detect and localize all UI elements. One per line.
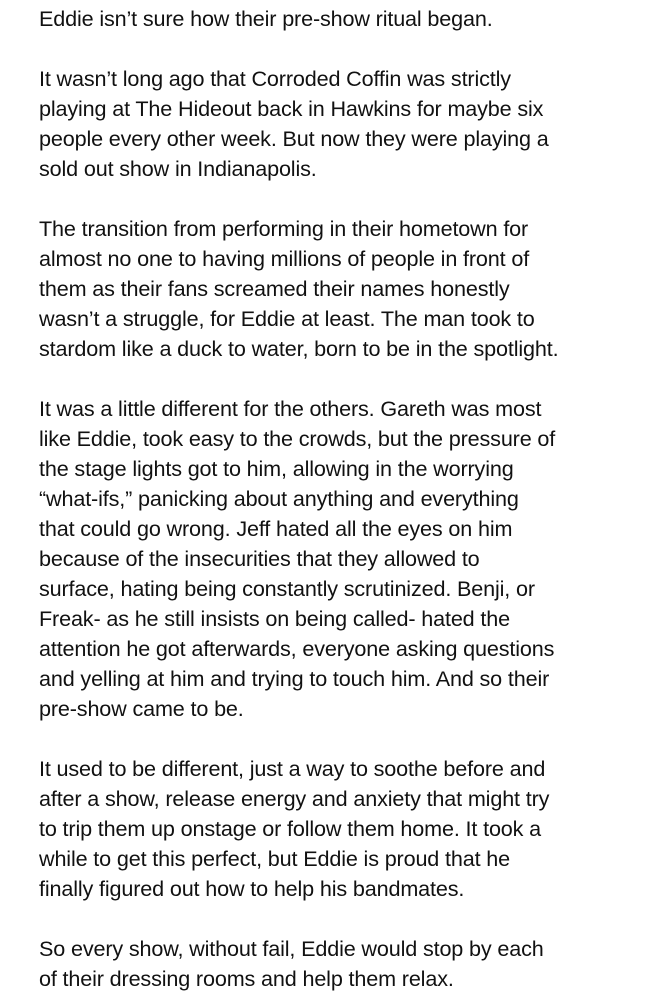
text-line: surface, hating being constantly scrutinized. Benji, or — [39, 576, 535, 601]
text-line: It used to be different, just a way to soothe before and — [39, 756, 546, 781]
text-line: The transition from performing in their hometown for — [39, 216, 529, 241]
text-line: Freak- as he still insists on being called- hated the — [39, 606, 510, 631]
paragraph-6 — [39, 934, 631, 994]
text-line: like Eddie, took easy to the crowds, but the pressure of — [39, 426, 556, 451]
paragraph-3 — [39, 214, 631, 364]
text-line: wasn’t a struggle, for Eddie at least. The man took to — [39, 306, 535, 331]
paragraph-5 — [39, 754, 631, 904]
text-line: because of the insecurities that they allowed to — [39, 546, 480, 571]
text-line: them as their fans screamed their names honestly — [39, 276, 510, 301]
text-line: stardom like a duck to water, born to be in the spotlight. — [39, 336, 559, 361]
text-line: It was a little different for the others. Gareth was most — [39, 396, 542, 421]
text-line: sold out show in Indianapolis. — [39, 156, 317, 181]
text-line: almost no one to having millions of people in front of — [39, 246, 530, 271]
text-line: attention he got afterwards, everyone asking questions — [39, 636, 555, 661]
paragraph-2 — [39, 64, 631, 184]
text-line: after a show, release energy and anxiety that might try — [39, 786, 550, 811]
text-line: “what-ifs,” panicking about anything and everything — [39, 486, 519, 511]
text-line: and yelling at him and trying to touch him. And so their — [39, 666, 550, 691]
text-line: people every other week. But now they were playing a — [39, 126, 549, 151]
text-line: Eddie isn’t sure how their pre-show ritual began. — [39, 6, 493, 31]
text-line: It wasn’t long ago that Corroded Coffin was strictly — [39, 66, 511, 91]
text-line: that could go wrong. Jeff hated all the eyes on him — [39, 516, 513, 541]
paragraph-4 — [39, 394, 631, 724]
text-line: to trip them up onstage or follow them home. It took a — [39, 816, 542, 841]
text-line: finally figured out how to help his bandmates. — [39, 876, 465, 901]
text-line: So every show, without fail, Eddie would stop by each — [39, 936, 544, 961]
text-line: pre-show came to be. — [39, 696, 244, 721]
paragraph-1 — [39, 4, 631, 34]
text-line: of their dressing rooms and help them relax. — [39, 966, 454, 991]
text-line: while to get this perfect, but Eddie is proud that he — [39, 846, 511, 871]
text-line: playing at The Hideout back in Hawkins for maybe six — [39, 96, 544, 121]
text-line: the stage lights got to him, allowing in the worrying — [39, 456, 514, 481]
